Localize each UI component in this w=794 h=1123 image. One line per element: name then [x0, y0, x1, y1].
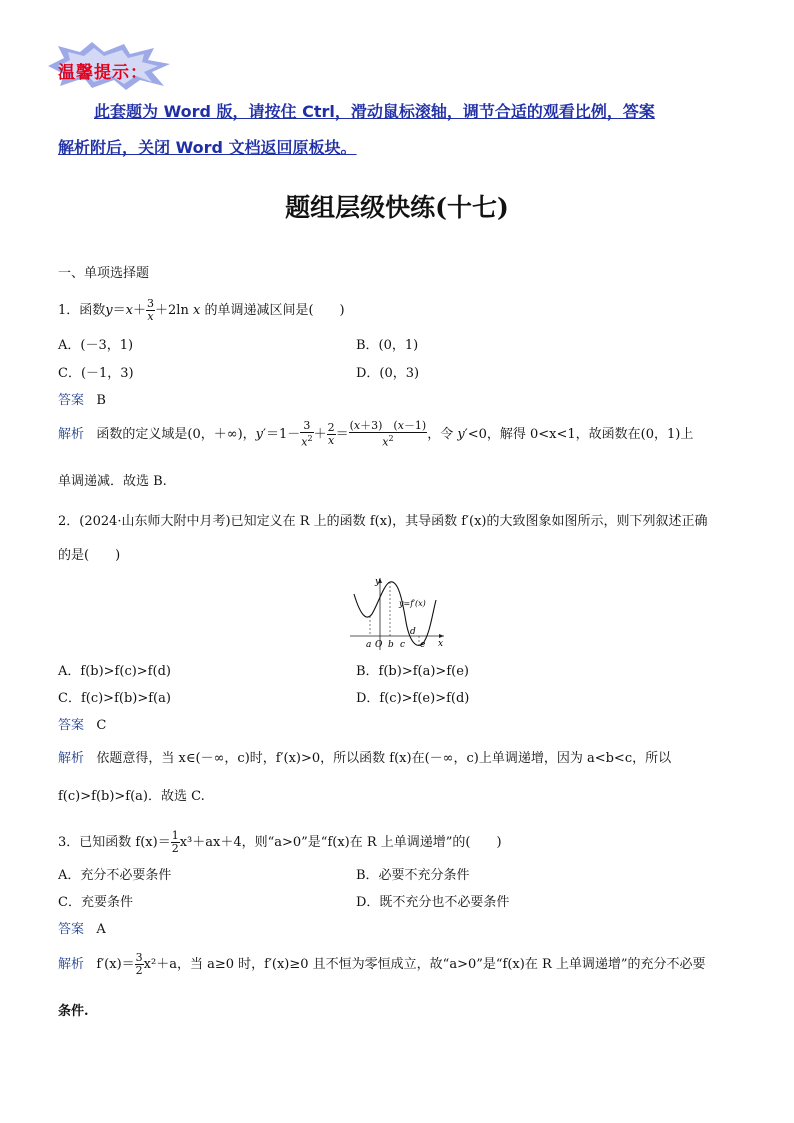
- q3-option-d: D．既不充分也不必要条件: [356, 895, 510, 910]
- fraction-1-over-2: $\frac{1}{2}$: [171, 829, 179, 855]
- q1-option-d: D．(0，3): [356, 366, 420, 381]
- q1-option-c: C．(－1，3): [58, 366, 134, 381]
- q3-analysis: 解析 f′(x)＝ $\frac{3}{2}$ x²＋a，当 a≥0 时，f′(x)≥0 且不恒为零恒成立，故“a>0”是“f(x)在 R 上单调递增”的充分不必要: [58, 951, 706, 977]
- q1-option-b: B．(0，1): [356, 338, 419, 353]
- q3-answer: 答案 A: [58, 922, 106, 937]
- q2-option-d: D．f(c)>f(e)>f(d): [356, 691, 470, 706]
- q1-stem: 1．函数y＝x＋ $\frac{3}{x}$ ＋2ln x 的单调递减区间是( ): [58, 297, 345, 323]
- q2-analysis-line2: f(c)>f(b)>f(a)．故选 C.: [58, 789, 205, 804]
- q3-option-a: A．充分不必要条件: [58, 868, 172, 883]
- q2-answer: 答案 C: [58, 718, 107, 733]
- q2-option-c: C．f(c)>f(b)>f(a): [58, 691, 171, 706]
- fraction-derivative: $\frac{(x+3) (x-1)}{x^2}$: [349, 419, 427, 449]
- page-title: 题组层级快练(十七): [285, 193, 509, 222]
- q1-analysis-line2: 单调递减．故选 B.: [58, 474, 167, 489]
- q1-analysis: 解析 函数的定义域是(0，＋∞)，y′＝1－ $\frac{3}{x^2}$ ＋ $\frac{2}{x}$ ＝ $\frac{(x+3) (x-1)}{x^2}$ ，令 y′<0，解得 0<x<1，故函数在(0，1)上: [58, 419, 694, 449]
- fraction-3-over-2: $\frac{3}{2}$: [135, 951, 143, 977]
- graph-tick-e: e: [420, 640, 426, 650]
- graph-curve-label: y=f′(x): [399, 599, 426, 608]
- graph-y-label: y: [375, 577, 381, 587]
- derivative-graph: [348, 574, 448, 652]
- q1-answer: 答案 B: [58, 393, 106, 408]
- q2-analysis: 解析 依题意得，当 x∈(－∞，c)时，f′(x)>0，所以函数 f(x)在(－∞，c)上单调递增，因为 a<b<c，所以: [58, 751, 672, 766]
- notice-label: 温馨提示：: [58, 63, 148, 83]
- q2-option-b: B．f(b)>f(a)>f(e): [356, 664, 469, 679]
- q3-option-c: C．充要条件: [58, 895, 133, 910]
- q3-option-b: B．必要不充分条件: [356, 868, 470, 883]
- notice-line-1: 此套题为 Word 版，请按住 Ctrl，滑动鼠标滚轴，调节合适的观看比例，答案: [94, 102, 655, 121]
- graph-tick-o: O: [375, 640, 383, 650]
- q2-stem-line2: 的是( ): [58, 548, 121, 563]
- graph-label-d: d: [410, 627, 416, 637]
- q2-stem-line1: 2．(2024·山东师大附中月考)已知定义在 R 上的函数 f(x)，其导函数 f′(x)的大致图象如图所示，则下列叙述正确: [58, 514, 708, 529]
- graph-tick-b: b: [388, 640, 394, 650]
- graph-x-label: x: [438, 639, 444, 649]
- fraction-2-over-x: $\frac{2}{x}$: [327, 420, 335, 447]
- graph-tick-a: a: [366, 640, 372, 650]
- q2-option-a: A．f(b)>f(c)>f(d): [58, 664, 171, 679]
- graph-tick-c: c: [400, 640, 406, 650]
- q3-analysis-line2: 条件.: [58, 1004, 89, 1019]
- q1-option-a: A．(－3，1): [58, 338, 134, 353]
- notice-line-2: 解析附后，关闭 Word 文档返回原板块。: [58, 138, 357, 157]
- fraction-3-over-x: $\frac{3}{x}$: [147, 297, 155, 323]
- fraction-3-over-x2: $\frac{3}{x^2}$: [301, 419, 313, 449]
- q3-stem: 3．已知函数 f(x)＝ $\frac{1}{2}$ x³＋ax＋4，则“a>0”是“f(x)在 R 上单调递增”的( ): [58, 829, 502, 855]
- section-heading: 一、单项选择题: [58, 266, 150, 281]
